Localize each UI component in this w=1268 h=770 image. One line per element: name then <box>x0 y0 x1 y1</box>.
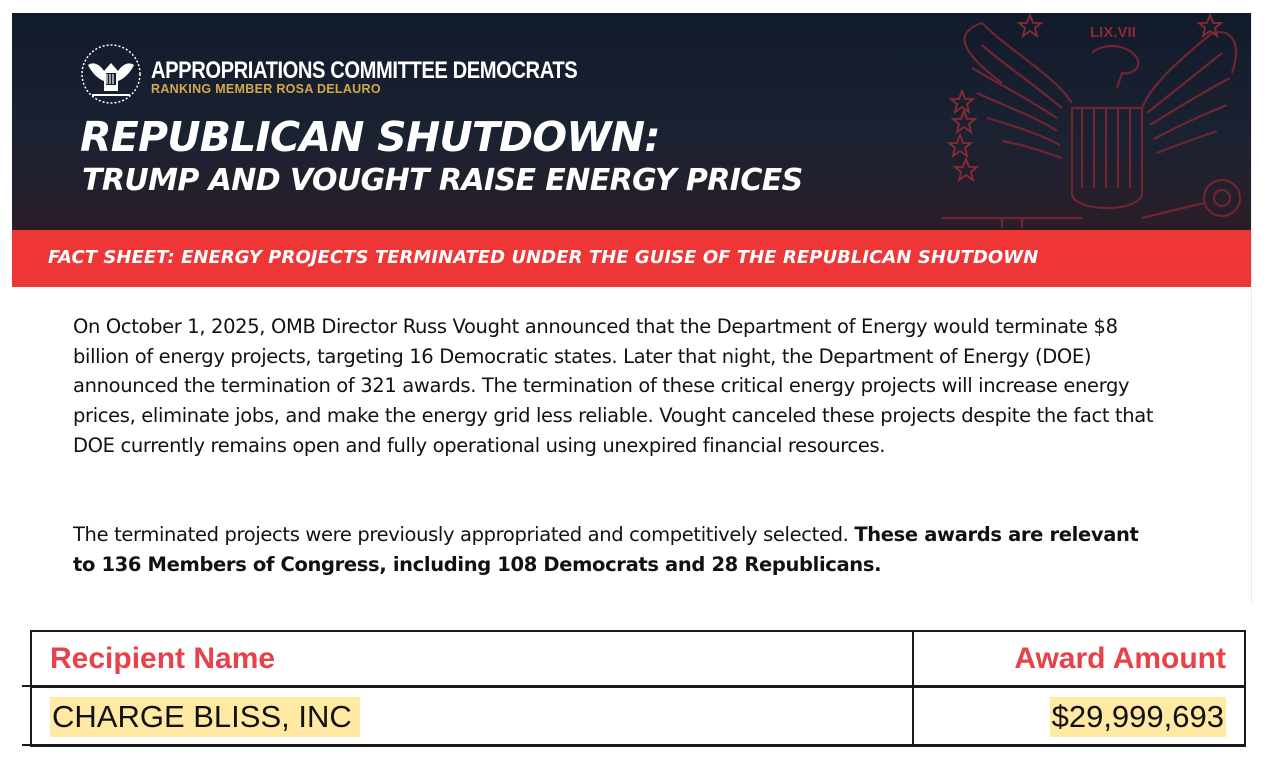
roman-numeral: LIX.VII <box>1090 24 1136 41</box>
header-banner <box>12 13 1251 230</box>
header-recipient-name: Recipient Name <box>31 631 913 687</box>
awards-table <box>30 630 1246 747</box>
fact-sheet-bar <box>12 230 1251 287</box>
intro-paragraph: On October 1, 2025, OMB Director Russ Vought announced that the Department of Energy would terminate $8 billion of energy projects, targeting 16 Democratic states. Later that night, the Department of Energy (DOE) announced the termination of 321 awards. The termination of these critical energy projects will increase energy prices, eliminate jobs, and make the energy grid less reliable. Vought canceled these projects despite the fact that DOE currently remains open and fully operational using unexpired financial resources. <box>73 315 1154 457</box>
fact-sheet <box>12 13 1252 603</box>
amount-cell <box>913 687 1245 746</box>
table-header-row <box>31 631 1245 687</box>
members-paragraph <box>73 520 1163 579</box>
eagle-crest-icon <box>942 13 1251 230</box>
members-paragraph-bold: These awards are relevant to 136 Members of Congress, including 108 Democrats and 28 Republicans. <box>73 523 1139 576</box>
headline-line-2: TRUMP AND VOUGHT RAISE ENERGY PRICES <box>82 163 803 198</box>
table-row <box>31 687 1245 746</box>
eagle-seal-icon <box>80 43 142 105</box>
members-paragraph-plain: The terminated projects were previously appropriated and competitively selected. <box>73 523 855 546</box>
org-name: APPROPRIATIONS COMMITTEE DEMOCRATS <box>151 57 578 84</box>
recipient-cell <box>31 687 913 746</box>
header-award-amount: Award Amount <box>913 631 1245 687</box>
fact-sheet-title: FACT SHEET: ENERGY PROJECTS TERMINATED UNDER THE GUISE OF THE REPUBLICAN SHUTDOWN <box>48 247 1039 268</box>
award-amount: $29,999,693 <box>1050 697 1226 737</box>
recipient-name: CHARGE BLISS, INC <box>50 697 360 737</box>
org-subtitle: RANKING MEMBER ROSA DELAURO <box>151 82 381 96</box>
headline-line-1: REPUBLICAN SHUTDOWN: <box>80 113 660 161</box>
awards-table-wrap <box>22 630 1246 770</box>
